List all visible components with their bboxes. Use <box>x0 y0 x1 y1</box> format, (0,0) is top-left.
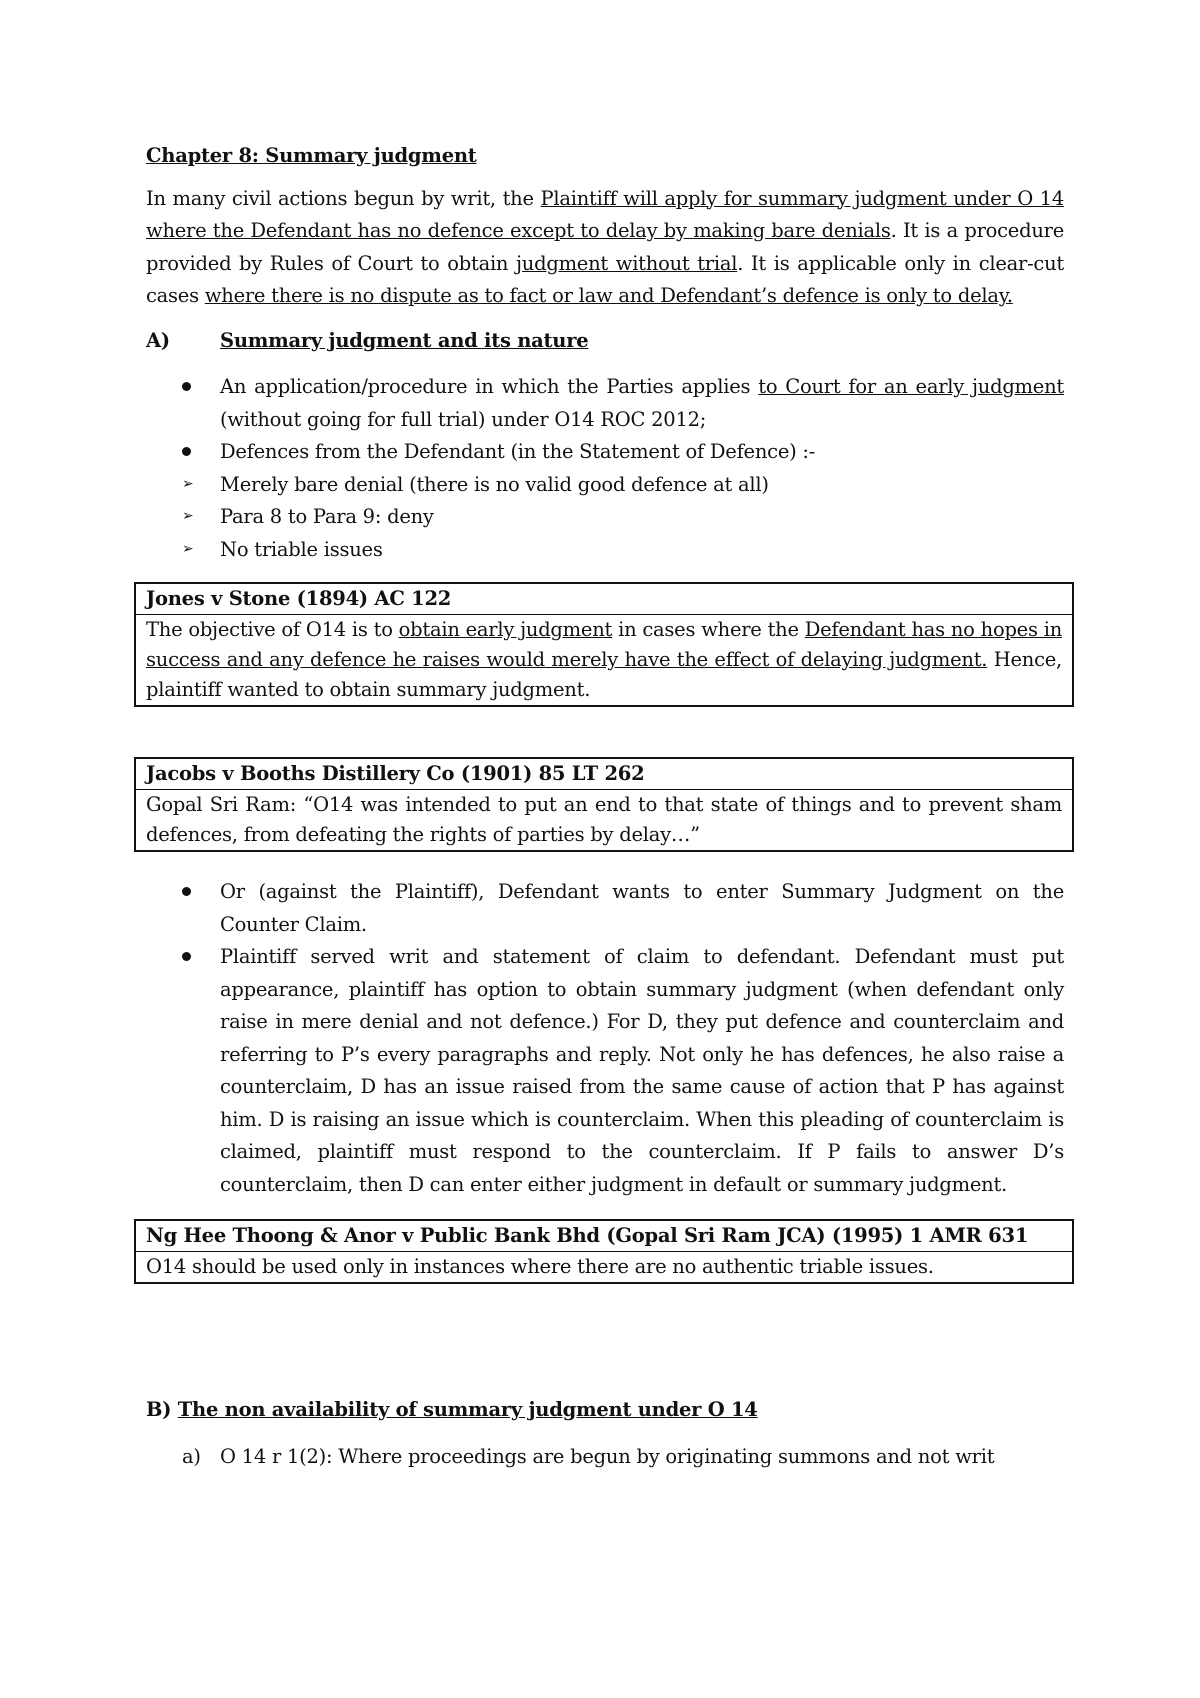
bullet1-text-1: An application/procedure in which the Parties applies <box>220 375 759 398</box>
bullet-text: Plaintiff served writ and statement of claim to defendant. Defendant must put appearance, plaintiff has option to obtain summary judgment (when defendant only raise in mere denial and not defence.) For D, they put defence and counterclaim and referring to P’s every paragraphs and reply. Not only he has defences, he also raise a counterclaim, D has an issue raised from the same cause of action that P has against him. D is raising an issue which is counterclaim. When this pleading of counterclaim is claimed, plaintiff must respond to the counterclaim. If P fails to answer D’s counterclaim, then D can enter either judgment in default or summary judgment. <box>220 945 1064 1196</box>
list-item <box>146 371 1064 436</box>
list-item <box>146 436 1064 469</box>
case1-underline-2: Defendant has no hopes in success and any defence he raises would merely have the effect of delaying judgment. <box>146 618 1063 671</box>
case1-text-1: The objective of O14 is to <box>146 618 399 641</box>
case-box-jones <box>134 582 1074 707</box>
section-a-number: A) <box>146 328 170 352</box>
intro-underline-2: judgment without trial <box>516 251 738 275</box>
bullet1-text-2: (without going for full trial) under O14 ROC 2012; <box>220 407 707 431</box>
section-a-heading <box>146 325 1064 358</box>
section-a-title: Summary judgment and its nature <box>220 328 589 352</box>
bullet1-underline: to Court for an early judgment <box>758 375 1064 398</box>
arrow3-text: No triable issues <box>220 537 383 561</box>
alpha-marker: a) <box>182 1444 201 1468</box>
intro-underline-3: where there is no dispute as to fact or law and Defendant’s defence is only to delay. <box>204 284 1013 307</box>
list-item <box>146 534 1064 567</box>
arrow1-text: Merely bare denial (there is no valid good defence at all) <box>220 472 769 496</box>
intro-text-3: . It is applicable only in clear-cut cases <box>146 251 1064 307</box>
section-b-number: B) <box>146 1398 172 1421</box>
case-body <box>136 615 1072 705</box>
list-item <box>146 469 1064 502</box>
case-name: Ng Hee Thoong & Anor v Public Bank Bhd (Gopal Sri Ram JCA) (1995) 1 AMR 631 <box>136 1221 1072 1252</box>
case-box-jacobs <box>134 757 1074 852</box>
case-name: Jones v Stone (1894) AC 122 <box>136 584 1072 615</box>
bullet-icon <box>182 382 191 391</box>
intro-paragraph <box>146 183 1064 313</box>
chapter-title: Chapter 8: Summary judgment <box>146 144 477 167</box>
bullet-icon <box>182 887 191 896</box>
case1-text-3: Hence, plaintiff wanted to obtain summary judgment. <box>146 648 1062 701</box>
list-item <box>146 501 1064 534</box>
case1-underline-1: obtain early judgment <box>398 618 613 641</box>
bullet-icon <box>182 447 191 456</box>
section-b-heading <box>146 1394 1064 1427</box>
case-body: O14 should be used only in instances where there are no authentic triable issues. <box>146 1255 934 1278</box>
arrow-bullet-icon: ➢ <box>182 508 194 524</box>
intro-text-2: . It is a procedure provided by Rules of Court to obtain <box>146 219 1065 275</box>
list-item <box>146 1441 1064 1474</box>
bullet2-text: Defences from the Defendant (in the Statement of Defence) :- <box>220 440 816 463</box>
arrow2-text: Para 8 to Para 9: deny <box>220 505 434 528</box>
intro-text-1: In many civil actions begun by writ, the <box>146 186 541 210</box>
case-body: Gopal Sri Ram: “O14 was intended to put an end to that state of things and to prevent sham defences, from defeating the rights of parties by delay…” <box>146 793 1062 846</box>
case-box-ng-hee-thoong <box>134 1219 1074 1284</box>
case-name: Jacobs v Booths Distillery Co (1901) 85 LT 262 <box>136 759 1072 790</box>
counterclaim-list <box>146 876 1064 1201</box>
section-a-list <box>146 371 1064 566</box>
intro-underline-1: Plaintiff will apply for summary judgment under O 14 where the Defendant has no defence except to delay by making bare denials <box>146 186 1064 242</box>
item-a-text: O 14 r 1(2): Where proceedings are begun by originating summons and not writ <box>220 1444 995 1468</box>
bullet-icon <box>182 952 191 961</box>
list-item <box>146 876 1064 941</box>
section-b-title: The non availability of summary judgment under O 14 <box>177 1398 758 1421</box>
case1-text-2: in cases where the <box>612 618 805 641</box>
arrow-bullet-icon: ➢ <box>182 475 194 492</box>
bullet-text: Or (against the Plaintiff), Defendant wants to enter Summary Judgment on the Counter Claim. <box>220 880 1064 936</box>
arrow-bullet-icon: ➢ <box>182 540 194 557</box>
list-item <box>146 941 1064 1201</box>
document-page <box>146 140 1064 1473</box>
